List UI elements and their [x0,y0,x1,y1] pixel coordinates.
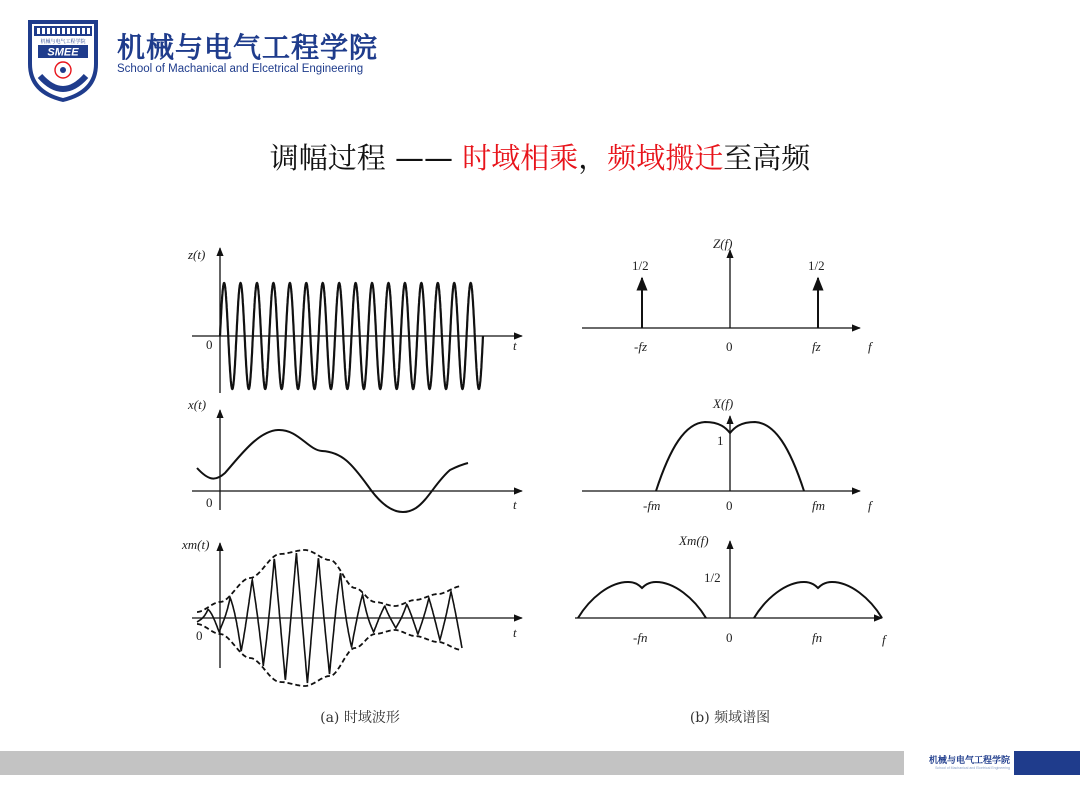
modulated-spectrum-ylabel: Xm(f) [679,533,709,548]
envelope-lower [197,624,462,686]
svg-text:SMEE: SMEE [47,46,79,59]
modulated-spectrum-peak-label: 1/2 [704,570,721,585]
carrier-spectrum-xlabel: f [868,339,872,354]
carrier-spectrum-tick-zero: 0 [726,339,733,354]
modulated-spectrum-tick-zero: 0 [726,630,733,645]
svg-text:机械与电气工程学院: 机械与电气工程学院 [40,39,86,45]
carrier-ylabel: z(t) [188,247,206,262]
modulated-spectrum-left [578,582,706,618]
modulated-xlabel: t [513,625,517,640]
signal-spectrum-tick-right: fm [812,498,825,513]
carrier-plot [187,247,522,393]
signal-ylabel: x(t) [188,397,207,412]
modulated-plot [181,537,522,686]
carrier-spectrum-tick-right: fz [812,339,821,354]
carrier-spectrum-tick-left: -fz [634,339,647,354]
modulated-spectrum-xlabel: f [882,632,886,647]
modulated-origin: 0 [196,628,203,643]
school-name-en: School of Machanical and Elcetrical Engineering [117,63,364,75]
left-panel [181,247,522,726]
impulse-negative-label: 1/2 [632,258,649,273]
signal-origin: 0 [206,495,213,510]
carrier-spectrum-ylabel: Z(f) [713,236,733,251]
slide-title [0,136,1080,177]
school-logo [22,14,104,104]
signal-spectrum-xlabel: f [868,498,872,513]
right-panel [575,236,888,726]
signal-plot [187,397,522,512]
signal-wave [197,430,468,512]
modulated-spectrum [575,533,888,647]
modulated-spectrum-tick-left: -fn [633,630,648,645]
signal-spectrum [582,396,874,513]
footer-accent-block [1014,751,1080,775]
modulated-ylabel: xm(t) [182,537,210,552]
carrier-xlabel: t [513,338,517,353]
modulation-figure [170,218,910,738]
envelope-upper [197,550,462,612]
signal-spectrum-ylabel: X(f) [713,396,734,411]
title-highlight-time: 时域相乘 [462,141,579,175]
signal-spectrum-tick-left: -fm [643,498,661,513]
footer-school-en: School of Machanical and Elcetrical Engineering [935,766,1010,770]
title-part-3: ， [578,141,608,175]
footer-school-cn: 机械与电气工程学院 [928,756,1010,766]
title-part-1: 调幅过程 —— [269,141,463,175]
carrier-spectrum [582,236,874,354]
modulated-spectrum-right [754,582,882,618]
right-caption: (b) 频域谱图 [689,710,771,726]
carrier-origin: 0 [206,337,213,352]
signal-spectrum-peak-label: 1 [717,433,724,448]
school-name-cn: 机械与电气工程学院 [117,31,379,64]
title-part-5: 至高频 [723,141,811,175]
signal-spectrum-tick-zero: 0 [726,498,733,513]
left-caption: (a) 时域波形 [320,710,400,726]
impulse-positive-label: 1/2 [808,258,825,273]
modulated-spectrum-tick-right: fn [812,630,823,645]
signal-xlabel: t [513,497,517,512]
title-highlight-freq: 频域搬迁 [607,141,724,175]
